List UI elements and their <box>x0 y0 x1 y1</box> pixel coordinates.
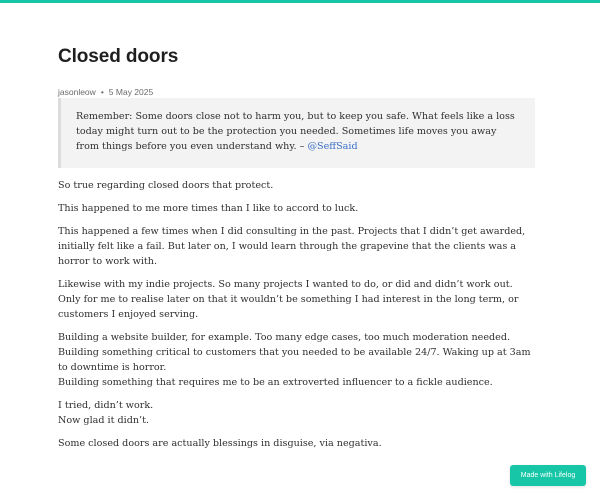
paragraph-line: Building a website builder, for example. Too many edge cases, too much moderation needed. <box>58 332 511 343</box>
paragraph <box>58 436 536 451</box>
paragraph-line: Building something that requires me to be an extroverted influencer to a fickle audience. <box>58 377 493 388</box>
post-meta <box>58 87 153 97</box>
paragraph-line: I tried, didn’t work. <box>58 400 154 411</box>
paragraph <box>58 277 536 322</box>
paragraph-line: Now glad it didn’t. <box>58 415 150 426</box>
paragraph-line: So true regarding closed doors that protect. <box>58 180 274 191</box>
paragraph-line: This happened a few times when I did consulting in the past. Projects that I didn’t get awarded, initially felt like a fail. But later on, I would learn through the grapevine that the clients was a horror to work with. <box>58 226 526 267</box>
meta-separator: • <box>100 87 104 97</box>
paragraph <box>58 201 536 216</box>
post-body <box>58 178 536 459</box>
quote-source-link[interactable]: @SeffSaid <box>307 141 358 152</box>
paragraph <box>58 178 536 193</box>
paragraph-line: Some closed doors are actually blessings in disguise, via negativa. <box>58 438 382 449</box>
paragraph-line: Likewise with my indie projects. So many projects I wanted to do, or did and didn’t work out. Only for me to realise later on that it wouldn’t be something I had interest in the long term, or customers I enjoyed serving. <box>58 279 519 320</box>
top-accent-bar <box>0 0 600 3</box>
post-title: Closed doors <box>58 46 179 67</box>
post-date: 5 May 2025 <box>108 87 154 97</box>
paragraph-line: Building something critical to customers that you needed to be available 24/7. Waking up at 3am to downtime is horror. <box>58 347 531 373</box>
post-author[interactable]: jasonleow <box>58 87 96 97</box>
made-with-lifelog-button[interactable]: Made with Lifelog <box>510 465 586 486</box>
quote-text: Remember: Some doors close not to harm you, but to keep you safe. What feels like a loss today might turn out to be the protection you needed. Sometimes life moves you away from things before you even understand why. – <box>76 111 515 152</box>
post-blockquote <box>58 98 535 168</box>
paragraph <box>58 330 536 390</box>
paragraph-line: This happened to me more times than I like to accord to luck. <box>58 203 359 214</box>
paragraph <box>58 224 536 269</box>
paragraph <box>58 398 536 428</box>
